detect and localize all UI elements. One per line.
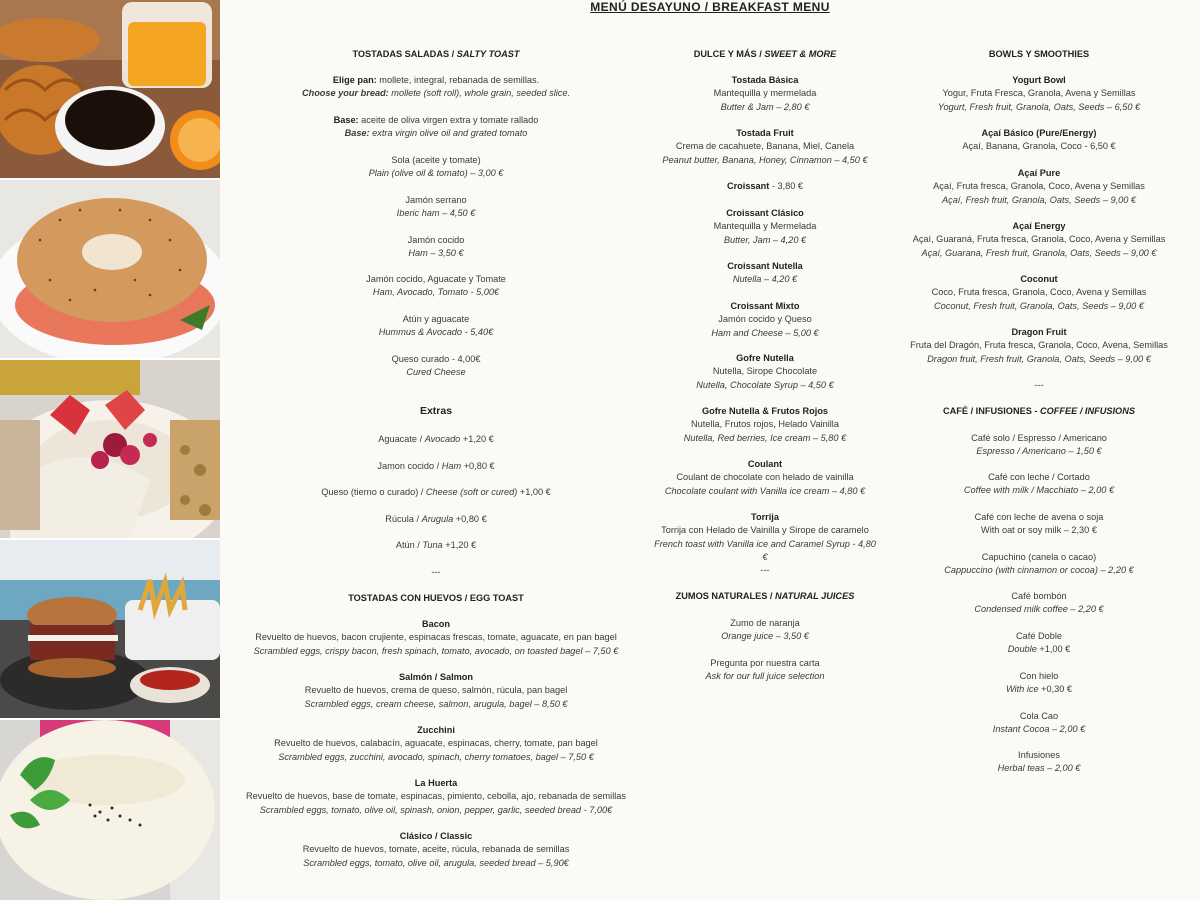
item-name: Dragon Fruit [1011, 327, 1067, 337]
extra-name-en: Ham [441, 461, 462, 471]
item-name: Açaí Energy [1012, 221, 1066, 231]
item-name-es: Café con leche / Cortado [988, 472, 1090, 482]
item-desc-en: Ham, Avocado, Tomato - 5,00€ [372, 287, 500, 298]
item-desc-es: Revuelto de huevos, tomate, aceite, rúcula, rebanada de semillas [302, 844, 570, 855]
salty-toast-heading-en: SALTY TOAST [456, 49, 520, 59]
extra-item [220, 539, 652, 552]
menu-item [220, 830, 652, 870]
item-desc-en: Nutella, Chocolate Syrup – 4,50 € [696, 379, 834, 390]
menu-item [652, 127, 878, 167]
menu-item [878, 74, 1200, 114]
egg-toast-heading: TOSTADAS CON HUEVOS / EGG TOAST [348, 593, 524, 603]
extra-name-es: Jamon cocido / [377, 461, 442, 471]
item-name: Croissant [726, 181, 770, 191]
item-name: Gofre Nutella [736, 353, 794, 363]
menu-item [652, 657, 878, 684]
item-price: +1,00 € [1036, 644, 1071, 655]
menu-item [878, 167, 1200, 207]
item-desc-es: Revuelto de huevos, bacon crujiente, espinacas frescas, tomate, aguacate, en pan bagel [255, 632, 617, 643]
croissant-coffee-juice-photo [0, 0, 220, 178]
base-info-en [220, 127, 652, 140]
extra-name-en: Arugula [421, 514, 454, 524]
item-name-es: Jamón cocido, Aguacate y Tomate [366, 274, 506, 284]
coffee-heading-es: CAFÉ / INFUSIONES - [943, 406, 1041, 416]
menu-item [652, 207, 878, 247]
item-desc-en: With ice [1005, 684, 1039, 695]
menu-item [220, 671, 652, 711]
item-name: Salmón / Salmon [398, 672, 474, 682]
menu-item [220, 353, 652, 380]
extra-price: +0,80 € [461, 461, 495, 471]
menu-item [878, 273, 1200, 313]
item-desc-en: Nutella, Red berries, Ice cream – 5,80 € [683, 432, 847, 443]
menu-item [652, 352, 878, 392]
menu-item [652, 405, 878, 445]
menu-item [878, 670, 1200, 697]
coffee-heading [878, 405, 1200, 418]
item-desc-en: Nutella – 4,20 € [732, 274, 798, 285]
menu-item [652, 260, 878, 287]
item-desc-en: Condensed milk coffee – 2,20 € [974, 604, 1104, 615]
item-name-es: Zumo de naranja [730, 618, 800, 628]
item-name: Croissant Mixto [730, 301, 800, 311]
sweet-heading [652, 48, 878, 61]
bread-label-en: Choose your bread: [301, 88, 389, 99]
item-name-es: Café Doble [1016, 631, 1062, 641]
separator: --- [431, 567, 441, 577]
item-name: Tostada Fruit [736, 128, 794, 138]
item-desc-es: Mantequilla y Mermelada [713, 221, 817, 232]
item-desc-es: Torrija con Helado de Vainilla y Sirope de caramelo [661, 525, 869, 536]
item-name-es: Pregunta por nuestra carta [710, 658, 820, 668]
item-desc-es: Coco, Fruta fresca, Granola, Coco, Avena y Semillas [931, 287, 1147, 298]
item-name: Gofre Nutella & Frutos Rojos [701, 406, 829, 416]
item-desc-en: Coffee with milk / Macchiato – 2,00 € [963, 485, 1115, 496]
item-desc-en: Herbal teas – 2,00 € [997, 763, 1081, 774]
item-name: Coulant [747, 459, 783, 469]
extra-item [220, 513, 652, 526]
menu-item [220, 273, 652, 300]
item-name: Açaí Pure [1017, 168, 1061, 178]
item-name: Clásico / Classic [399, 831, 473, 841]
smoothie-photo [0, 720, 220, 900]
menu-item [878, 749, 1200, 776]
menu-item [878, 471, 1200, 498]
item-price: +0,30 € [1038, 684, 1073, 695]
menu-item [878, 432, 1200, 459]
extra-name-es: Queso (tierno o curado) / [321, 487, 426, 497]
menu-item [878, 511, 1200, 538]
item-desc-es: Crema de cacahuete, Banana, Miel, Canela [675, 141, 855, 152]
sweet-heading-en: SWEET & MORE [764, 49, 837, 59]
item-desc-es: Açaí, Banana, Granola, Coco - 6,50 € [962, 141, 1116, 152]
menu-item [220, 777, 652, 817]
item-price: - 3,80 € [769, 181, 804, 191]
sweet-heading-es: DULCE Y MÁS / [693, 49, 765, 59]
item-desc-en: Yogurt, Fresh fruit, Granola, Oats, Seeds – 6,50 € [937, 101, 1141, 112]
item-desc-en: Dragon fruit, Fresh fruit, Granola, Oats, Seeds – 9,00 € [927, 353, 1151, 364]
extra-name-en: Avocado [424, 434, 461, 444]
menu-item [652, 458, 878, 498]
item-desc-en: Cured Cheese [406, 367, 466, 378]
salty-toast-heading-es: TOSTADAS SALADAS / [352, 49, 457, 59]
extra-name-es: Aguacate / [378, 434, 425, 444]
bread-text-en: mollete (soft roll), whole grain, seeded slice. [388, 88, 571, 99]
item-desc-en: Instant Cocoa – 2,00 € [992, 724, 1086, 735]
item-name-es: Jamón cocido [407, 235, 465, 245]
menu-item [220, 618, 652, 658]
item-name-es: Café con leche de avena o soja [974, 512, 1104, 522]
item-desc-es: Revuelto de huevos, crema de queso, salmón, rúcula, pan bagel [304, 685, 568, 696]
menu-item [652, 511, 878, 564]
base-text-es: aceite de oliva virgen extra y tomate rallado [358, 115, 539, 125]
item-desc-en: Butter & Jam – 2,80 € [720, 101, 810, 112]
item-desc-en: Scrambled eggs, tomato, olive oil, spinash, onion, pepper, garlic, seeded bread - 7,00€ [259, 804, 613, 815]
item-desc-en: Orange juice – 3,50 € [721, 631, 809, 642]
salty-toast-heading [220, 48, 652, 61]
extra-price: +1,20 € [442, 540, 477, 550]
extra-name-es: Rúcula / [385, 514, 422, 524]
item-desc-en: Cappuccino (with cinnamon or cocoa) – 2,20 € [944, 565, 1134, 576]
base-info-es [220, 114, 652, 127]
base-label-en: Base: [344, 128, 370, 139]
base-label-es: Base: [333, 115, 359, 125]
item-name-es: Queso curado - 4,00€ [391, 354, 481, 364]
item-desc-en: Açaí, Guarana, Fresh fruit, Granola, Oats, Seeds – 9,00 € [921, 247, 1157, 258]
item-desc-es: Açaí, Guaraná, Fruta fresca, Granola, Coco, Avena y Semillas [912, 234, 1166, 245]
menu-item [652, 617, 878, 644]
item-desc-en: Butter, Jam – 4,20 € [723, 234, 807, 245]
item-desc-en: Peanut butter, Banana, Honey, Cinnamon – 4,50 € [662, 154, 868, 165]
item-desc-en: Scrambled eggs, zucchini, avocado, spinach, cherry tomatoes, bagel – 7,50 € [278, 751, 594, 762]
coffee-heading-en: COFFEE / INFUSIONS [1040, 406, 1135, 416]
bread-text-es: mollete, integral, rebanada de semillas. [376, 75, 540, 85]
item-name-es: Jamón serrano [405, 195, 467, 205]
item-desc-en: Hummus & Avocado - 5,40€ [378, 327, 494, 338]
item-name: Tostada Básica [731, 75, 799, 85]
item-name: Açaí Básico (Pure/Energy) [981, 128, 1097, 138]
item-desc-es: Coulant de chocolate con helado de vainilla [676, 472, 854, 483]
extra-price: +0,80 € [453, 514, 487, 524]
item-desc-en: Espresso / Americano – 1,50 € [976, 446, 1102, 457]
item-desc-en: French toast with Vanilla ice and Caramel Syrup - 4,80 € [654, 538, 876, 562]
juices-heading [652, 590, 878, 603]
base-info [220, 114, 652, 141]
juices-heading-es: ZUMOS NATURALES / [675, 591, 776, 601]
extra-name-es: Atún / [395, 540, 423, 550]
item-desc-en: Coconut, Fresh fruit, Granola, Oats, Seeds – 9,00 € [934, 300, 1144, 311]
menu-item [652, 300, 878, 340]
extra-name-en: Cheese (soft or cured) [425, 487, 518, 497]
item-name: Croissant Clásico [726, 208, 804, 218]
menu-item [220, 724, 652, 764]
extra-item [220, 433, 652, 446]
bread-choice-en [220, 87, 652, 100]
menu-item [220, 234, 652, 261]
item-name-es: Atún y aguacate [402, 314, 470, 324]
item-desc-en: Açaí, Fresh fruit, Granola, Oats, Seeds – 9,00 € [941, 194, 1137, 205]
base-text-en: extra virgin olive oil and grated tomato [369, 128, 528, 139]
item-name-es: Con hielo [1019, 671, 1059, 681]
menu-item [878, 551, 1200, 578]
menu-item [878, 590, 1200, 617]
item-desc-es: Açaí, Fruta fresca, Granola, Coco, Avena y Semillas [933, 181, 1145, 192]
item-name: La Huerta [414, 778, 458, 788]
item-desc-es: Nutella, Sirope Chocolate [712, 366, 818, 377]
menu-item [220, 154, 652, 181]
bread-choice-es [220, 74, 652, 87]
photo-strip [0, 0, 220, 900]
item-desc-es: Fruta del Dragón, Fruta fresca, Granola, Coco, Avena, Semillas [910, 340, 1168, 351]
menu-item [220, 313, 652, 340]
item-name: Croissant Nutella [727, 261, 803, 271]
item-name: Zucchini [417, 725, 455, 735]
extras-heading: Extras [419, 405, 453, 417]
menu-item [878, 220, 1200, 260]
menu-item [878, 127, 1200, 154]
item-desc-es: Mantequilla y mermelada [713, 88, 817, 99]
bagel-salmon-photo [0, 180, 220, 358]
item-desc-es: Jamón cocido y Queso [718, 314, 812, 325]
acai-bowl-photo [0, 360, 220, 538]
extra-name-en: Tuna [422, 540, 443, 550]
separator: --- [1034, 380, 1044, 390]
menu-item [220, 194, 652, 221]
menu-content [220, 0, 1200, 900]
item-desc-es: Nutella, Frutos rojos, Helado Vainilla [691, 419, 839, 430]
item-desc-en: Ask for our full juice selection [705, 671, 825, 682]
bowls-heading: BOWLS Y SMOOTHIES [988, 49, 1090, 59]
item-name: Torrija [751, 512, 779, 522]
item-desc-en: Iberic ham – 4,50 € [396, 208, 476, 219]
menu-item [878, 630, 1200, 657]
extra-price: +1,20 € [460, 434, 494, 444]
menu-item [652, 74, 878, 114]
item-name: Bacon [421, 619, 451, 629]
extra-item [220, 486, 652, 499]
bread-choice [220, 74, 652, 101]
menu-item [652, 180, 878, 193]
item-name-es: Sola (aceite y tomate) [391, 155, 481, 165]
item-name-es: Capuchino (canela o cacao) [981, 552, 1097, 562]
item-desc-en: Scrambled eggs, crispy bacon, fresh spinach, tomato, avocado, on toasted bagel – 7,50 € [253, 645, 619, 656]
item-desc-en: Scrambled eggs, tomato, olive oil, arugula, seeded bread – 5,90€ [303, 857, 569, 868]
item-desc-en: With oat or soy milk – 2,30 € [981, 525, 1097, 536]
burger-beach-photo [0, 540, 220, 718]
item-desc-es: Yogur, Fruta Fresca, Granola, Avena y Semillas [942, 88, 1136, 99]
item-desc-en: Double [1007, 644, 1037, 655]
item-desc-en: Ham and Cheese – 5,00 € [711, 327, 819, 338]
item-name-es: Infusiones [1018, 750, 1060, 760]
item-desc-en: Chocolate coulant with Vanilla ice cream – 4,80 € [664, 485, 866, 496]
menu-item [878, 326, 1200, 366]
item-name-es: Cola Cao [1019, 711, 1059, 721]
extra-item [220, 460, 652, 473]
juices-heading-en: NATURAL JUICES [775, 591, 855, 601]
item-name: Yogurt Bowl [1012, 75, 1066, 85]
bread-label-es: Elige pan: [332, 75, 377, 85]
item-desc-es: Revuelto de huevos, base de tomate, espinacas, pimiento, cebolla, ajo, rebanada de semillas [246, 791, 626, 802]
item-name-es: Café bombón [1011, 591, 1067, 601]
item-name: Coconut [1020, 274, 1058, 284]
menu-item [878, 710, 1200, 737]
menu-title: MENÚ DESAYUNO / BREAKFAST MENU [590, 0, 830, 14]
item-desc-en: Plain (olive oil & tomato) – 3,00 € [368, 168, 504, 179]
item-desc-en: Scrambled eggs, cream cheese, salmon, arugula, bagel – 8,50 € [304, 698, 568, 709]
item-desc-es: Revuelto de huevos, calabacín, aguacate, espinacas, cherry, tomate, pan bagel [274, 738, 598, 749]
item-desc-en: Ham – 3,50 € [408, 248, 464, 259]
item-name-es: Café solo / Espresso / Americano [971, 433, 1107, 443]
extra-price: +1,00 € [517, 487, 551, 497]
separator: --- [760, 565, 770, 575]
